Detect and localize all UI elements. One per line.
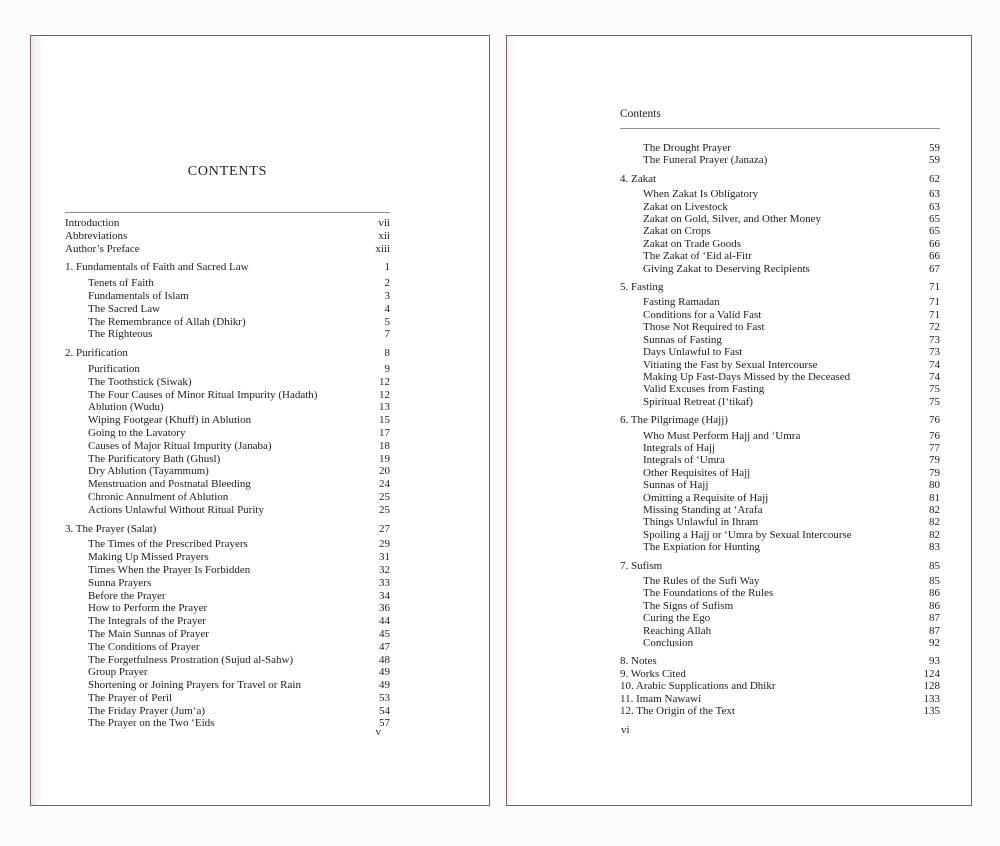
toc-entry-page: 124	[923, 667, 940, 680]
toc-entry-label: The Sacred Law	[88, 302, 161, 315]
toc-entry	[65, 303, 390, 316]
toc-entry	[620, 281, 940, 293]
toc-entry-label: The Friday Prayer (Jum‘a)	[88, 704, 205, 717]
toc-entry-page: 57	[379, 717, 390, 730]
toc-entry	[65, 705, 390, 718]
toc-entry-label: 2. Purification	[65, 347, 128, 360]
toc-entry-label: Purification	[88, 362, 140, 375]
toc-entry-label: 4. Zakat	[620, 172, 657, 185]
toc-entry-label: Days Unlawful to Fast	[643, 346, 743, 359]
toc-entry-page: 71	[929, 296, 940, 309]
toc-entry-page: 87	[929, 612, 940, 625]
toc-entry-label: Integrals of Hajj	[643, 441, 716, 454]
toc-entry	[65, 692, 390, 705]
toc-entry-label: Wiping Footgear (Khuff) in Ablution	[88, 414, 252, 427]
toc-entry-label: Before the Prayer	[88, 589, 166, 602]
toc-entry-page: 34	[379, 589, 390, 602]
toc-entry-page: 85	[929, 575, 940, 587]
toc-entry-page: 76	[929, 429, 940, 442]
toc-entry	[620, 587, 940, 599]
toc-entry-label: The Expiation for Hunting	[643, 541, 761, 554]
toc-entry	[65, 504, 390, 517]
toc-entry	[65, 217, 390, 230]
toc-entry-label: Sunnas of Hajj	[643, 479, 709, 492]
toc-entry-label: The Times of the Prescribed Prayers	[88, 538, 248, 551]
toc-entry	[620, 625, 940, 637]
toc-entry-label: The Integrals of the Prayer	[88, 615, 206, 628]
toc-entry	[65, 376, 390, 389]
toc-entry	[65, 491, 390, 504]
toc-entry-label: The Prayer of Peril	[88, 691, 172, 704]
toc-entry	[620, 213, 940, 225]
toc-entry-page: 36	[379, 602, 390, 615]
toc-entry-page: 32	[379, 563, 390, 576]
toc-entry	[620, 680, 940, 692]
toc-entry-label: Spiritual Retreat (I‘tikaf)	[643, 395, 753, 408]
toc-entry	[620, 238, 940, 250]
toc-entry-label: 6. The Pilgrimage (Hajj)	[620, 414, 728, 427]
toc-entry	[65, 427, 390, 440]
toc-entry-label: 12. The Origin of the Text	[620, 705, 735, 718]
toc-entry-page: 77	[929, 441, 940, 454]
toc-entry	[620, 346, 940, 358]
toc-entry	[620, 359, 940, 371]
toc-entry-page: 53	[379, 691, 390, 704]
title-rule	[65, 212, 390, 213]
toc-entry	[620, 188, 940, 200]
toc-entry-label: The Toothstick (Siwak)	[88, 375, 192, 388]
toc-entry-page: 93	[929, 655, 940, 668]
toc-entry-label: Those Not Required to Fast	[643, 321, 765, 334]
toc-entry	[65, 564, 390, 577]
toc-entry-page: 54	[379, 704, 390, 717]
right-page	[506, 35, 972, 806]
toc-entry-page: 5	[384, 315, 390, 328]
toc-entry	[65, 641, 390, 654]
toc-entry-page: 133	[923, 692, 940, 705]
toc-entry-label: Introduction	[65, 217, 120, 229]
toc-entry-label: The Forgetfulness Prostration (Sujud al-Sahw)	[88, 653, 294, 666]
toc-entry-label: Dry Ablution (Tayammum)	[88, 465, 209, 478]
toc-entry	[620, 529, 940, 541]
toc-entry	[620, 371, 940, 383]
toc-entry-label: 1. Fundamentals of Faith and Sacred Law	[65, 261, 249, 274]
toc-entry-label: The Prayer on the Two ‘Eids	[88, 717, 215, 730]
toc-entry-page: 66	[929, 237, 940, 250]
toc-entry-label: Conditions for a Valid Fast	[643, 308, 762, 321]
toc-entry-label: 5. Fasting	[620, 281, 664, 294]
toc-entry	[65, 465, 390, 478]
toc-entry	[620, 173, 940, 185]
toc-entry-page: 3	[384, 289, 390, 302]
toc-entry	[620, 454, 940, 466]
toc-entry-label: 7. Sufism	[620, 559, 663, 572]
toc-entry-page: 25	[379, 503, 390, 516]
toc-entry-page: 33	[379, 576, 390, 589]
toc-entry-label: The Four Causes of Minor Ritual Impurity (Hadath)	[88, 388, 318, 401]
toc-entry	[65, 277, 390, 290]
toc-entry-page: 82	[929, 503, 940, 516]
toc-entry-page: xii	[378, 229, 390, 242]
toc-entry-page: 1	[384, 261, 390, 274]
toc-entry-label: Causes of Major Ritual Impurity (Janaba)	[88, 439, 272, 452]
toc-entry-page: 62	[929, 172, 940, 185]
toc-entry-label: Conclusion	[643, 637, 694, 650]
toc-entry-label: Vitiating the Fast by Sexual Intercourse	[643, 358, 818, 371]
left-page	[30, 35, 490, 806]
toc-entry-label: Ablution (Wudu)	[88, 401, 164, 414]
toc-entry-page: 7	[384, 328, 390, 341]
toc-entry	[620, 225, 940, 237]
toc-entry-label: Shortening or Joining Prayers for Travel or Rain	[88, 679, 301, 692]
toc-entry-page: 49	[379, 679, 390, 692]
toc-entry-page: 47	[379, 640, 390, 653]
toc-entry-page: 82	[929, 528, 940, 541]
toc-entry-label: The Main Sunnas of Prayer	[88, 627, 209, 640]
toc-entry-page: 73	[929, 333, 940, 346]
toc-entry-page: 128	[923, 680, 940, 693]
toc-entry	[620, 693, 940, 705]
toc-entry-page: 74	[929, 370, 940, 383]
toc-entry	[65, 389, 390, 402]
toc-entry-label: The Remembrance of Allah (Dhikr)	[88, 315, 246, 328]
toc-entry	[620, 705, 940, 717]
toc-list-left	[65, 217, 390, 730]
toc-entry-page: 59	[929, 154, 940, 167]
header-rule	[620, 128, 940, 129]
toc-entry-label: The Foundations of the Rules	[643, 587, 774, 600]
toc-entry	[65, 602, 390, 615]
toc-entry-page: 75	[929, 383, 940, 396]
toc-entry-page: 63	[929, 188, 940, 201]
toc-entry-page: 27	[379, 522, 390, 535]
toc-entry-page: 48	[379, 653, 390, 666]
toc-entry-label: Sunna Prayers	[88, 576, 152, 589]
toc-entry	[620, 142, 940, 154]
toc-entry	[65, 290, 390, 303]
toc-entry-label: Other Requisites of Hajj	[643, 466, 751, 479]
toc-entry-label: Curing the Ego	[643, 612, 711, 625]
toc-entry-page: 71	[929, 308, 940, 321]
toc-entry	[620, 309, 940, 321]
toc-entry-page: 135	[923, 705, 940, 718]
toc-entry-page: xiii	[375, 242, 390, 255]
toc-entry-label: Abbreviations	[65, 229, 128, 242]
toc-entry	[65, 615, 390, 628]
toc-entry-label: Actions Unlawful Without Ritual Purity	[88, 503, 264, 516]
toc-entry	[65, 577, 390, 590]
toc-entry-page: 80	[929, 479, 940, 492]
toc-entry-page: 63	[929, 200, 940, 213]
toc-entry	[620, 516, 940, 528]
toc-entry-page: 59	[929, 142, 940, 154]
toc-entry-label: The Rules of the Sufi Way	[643, 575, 760, 587]
toc-entry-page: 79	[929, 454, 940, 467]
toc-entry	[65, 551, 390, 564]
toc-entry-label: Group Prayer	[88, 666, 148, 679]
toc-entry	[620, 383, 940, 395]
toc-entry-label: Spoiling a Hajj or ‘Umra by Sexual Intercourse	[643, 528, 852, 541]
toc-entry-label: Valid Excuses from Fasting	[643, 383, 765, 396]
toc-entry-label: Chronic Annulment of Ablution	[88, 490, 229, 503]
toc-entry-label: Things Unlawful in Ihram	[643, 516, 759, 529]
toc-entry-page: 79	[929, 466, 940, 479]
toc-entry-page: 67	[929, 262, 940, 275]
toc-entry	[620, 334, 940, 346]
toc-entry-page: 45	[379, 627, 390, 640]
toc-entry	[65, 347, 390, 360]
toc-entry	[65, 538, 390, 551]
toc-entry-page: 83	[929, 541, 940, 554]
toc-entry	[65, 478, 390, 491]
toc-entry-page: 8	[384, 347, 390, 360]
toc-entry-label: How to Perform the Prayer	[88, 602, 208, 615]
toc-entry-label: Fundamentals of Islam	[88, 289, 189, 302]
toc-entry-page: 12	[379, 388, 390, 401]
toc-entry	[620, 479, 940, 491]
toc-entry-label: Missing Standing at ‘Arafa	[643, 503, 763, 516]
toc-entry-label: 11. Imam Nawawi	[620, 692, 702, 705]
toc-entry	[620, 600, 940, 612]
toc-entry	[620, 250, 940, 262]
toc-entry	[65, 261, 390, 274]
toc-entry-page: 81	[929, 491, 940, 504]
toc-entry-label: Zakat on Gold, Silver, and Other Money	[643, 213, 821, 226]
toc-entry	[65, 453, 390, 466]
toc-entry-label: Giving Zakat to Deserving Recipients	[643, 262, 810, 275]
toc-entry-page: 2	[384, 277, 390, 290]
toc-entry	[65, 328, 390, 341]
toc-entry	[620, 442, 940, 454]
toc-entry-label: 10. Arabic Supplications and Dhikr	[620, 680, 776, 693]
toc-entry	[620, 575, 940, 587]
toc-entry-page: 25	[379, 490, 390, 503]
toc-entry	[620, 541, 940, 553]
toc-entry-page: 49	[379, 666, 390, 679]
toc-entry	[65, 414, 390, 427]
toc-entry-page: 19	[379, 452, 390, 465]
toc-entry-page: 76	[929, 414, 940, 427]
toc-entry-page: 15	[379, 414, 390, 427]
toc-entry	[65, 440, 390, 453]
toc-entry	[65, 628, 390, 641]
toc-entry-page: 75	[929, 395, 940, 408]
toc-entry-label: The Conditions of Prayer	[88, 640, 200, 653]
toc-entry-label: The Zakat of ‘Eid al-Fitr	[643, 250, 752, 263]
toc-entry-label: 3. The Prayer (Salat)	[65, 522, 157, 535]
toc-entry-label: Going to the Lavatory	[88, 426, 186, 439]
toc-entry-page: 31	[379, 551, 390, 564]
toc-entry	[620, 467, 940, 479]
toc-entry-page: 86	[929, 587, 940, 600]
toc-entry-label: The Purificatory Bath (Ghusl)	[88, 452, 221, 465]
toc-entry-page: 13	[379, 401, 390, 414]
toc-entry-label: Fasting Ramadan	[643, 296, 720, 309]
toc-entry-label: Integrals of ‘Umra	[643, 454, 725, 467]
toc-entry	[620, 637, 940, 649]
toc-entry-label: Times When the Prayer Is Forbidden	[88, 563, 251, 576]
toc-entry	[620, 492, 940, 504]
toc-entry-label: The Signs of Sufism	[643, 599, 734, 612]
running-header: Contents	[620, 108, 661, 120]
toc-entry-page: 12	[379, 375, 390, 388]
toc-list-right	[620, 142, 940, 717]
toc-entry-label: Who Must Perform Hajj and ‘Umra	[643, 429, 801, 442]
toc-entry	[65, 590, 390, 603]
toc-entry-page: 87	[929, 624, 940, 637]
toc-entry	[65, 654, 390, 667]
toc-entry-page: 73	[929, 346, 940, 359]
toc-entry-page: 72	[929, 321, 940, 334]
toc-entry	[620, 201, 940, 213]
toc-entry	[65, 363, 390, 376]
toc-entry	[620, 655, 940, 667]
toc-entry-page: 85	[929, 559, 940, 572]
toc-entry	[620, 321, 940, 333]
toc-entry	[620, 668, 940, 680]
toc-entry-label: Tenets of Faith	[88, 277, 154, 290]
toc-entry-label: The Drought Prayer	[643, 142, 731, 154]
toc-entry	[620, 430, 940, 442]
toc-entry-page: 20	[379, 465, 390, 478]
toc-entry-page: vii	[378, 217, 390, 229]
toc-entry-page: 74	[929, 358, 940, 371]
page-title: CONTENTS	[187, 164, 268, 179]
toc-entry-label: 8. Notes	[620, 655, 657, 668]
toc-entry	[620, 263, 940, 275]
folio-left: v	[375, 726, 381, 738]
toc-entry-page: 65	[929, 213, 940, 226]
toc-entry	[65, 230, 390, 243]
toc-entry	[620, 612, 940, 624]
toc-entry-label: Making Up Missed Prayers	[88, 551, 209, 564]
toc-entry-label: Omitting a Requisite of Hajj	[643, 491, 769, 504]
toc-entry-page: 17	[379, 426, 390, 439]
toc-entry-page: 71	[929, 281, 940, 294]
toc-entry-label: Zakat on Livestock	[643, 200, 728, 213]
toc-entry-page: 9	[384, 362, 390, 375]
toc-entry-label: The Funeral Prayer (Janaza)	[643, 154, 768, 167]
toc-entry	[620, 296, 940, 308]
toc-entry	[65, 666, 390, 679]
toc-entry-label: The Righteous	[88, 328, 153, 341]
folio-right: vi	[621, 724, 630, 736]
toc-entry	[620, 154, 940, 166]
toc-entry-label: Zakat on Trade Goods	[643, 237, 742, 250]
toc-entry-page: 44	[379, 615, 390, 628]
toc-entry-label: 9. Works Cited	[620, 667, 686, 680]
toc-entry	[65, 679, 390, 692]
toc-entry-label: Author’s Preface	[65, 242, 140, 255]
toc-entry	[65, 243, 390, 256]
toc-entry	[65, 523, 390, 536]
toc-entry-page: 4	[384, 302, 390, 315]
toc-entry-label: Making Up Fast-Days Missed by the Deceased	[643, 370, 851, 383]
toc-entry-label: Zakat on Crops	[643, 225, 711, 238]
toc-entry	[620, 396, 940, 408]
toc-entry	[620, 414, 940, 426]
toc-entry-page: 92	[929, 637, 940, 650]
toc-entry-label: Menstruation and Postnatal Bleeding	[88, 478, 251, 491]
toc-entry	[620, 504, 940, 516]
toc-entry-page: 24	[379, 478, 390, 491]
toc-entry	[65, 401, 390, 414]
toc-entry-label: When Zakat Is Obligatory	[643, 188, 759, 201]
toc-entry-page: 65	[929, 225, 940, 238]
toc-entry-label: Reaching Allah	[643, 624, 712, 637]
toc-entry-page: 86	[929, 599, 940, 612]
toc-entry-page: 66	[929, 250, 940, 263]
toc-entry	[620, 560, 940, 572]
toc-entry-label: Sunnas of Fasting	[643, 333, 722, 346]
toc-entry-page: 18	[379, 439, 390, 452]
toc-entry-page: 82	[929, 516, 940, 529]
toc-entry	[65, 316, 390, 329]
toc-entry-page: 29	[379, 538, 390, 551]
